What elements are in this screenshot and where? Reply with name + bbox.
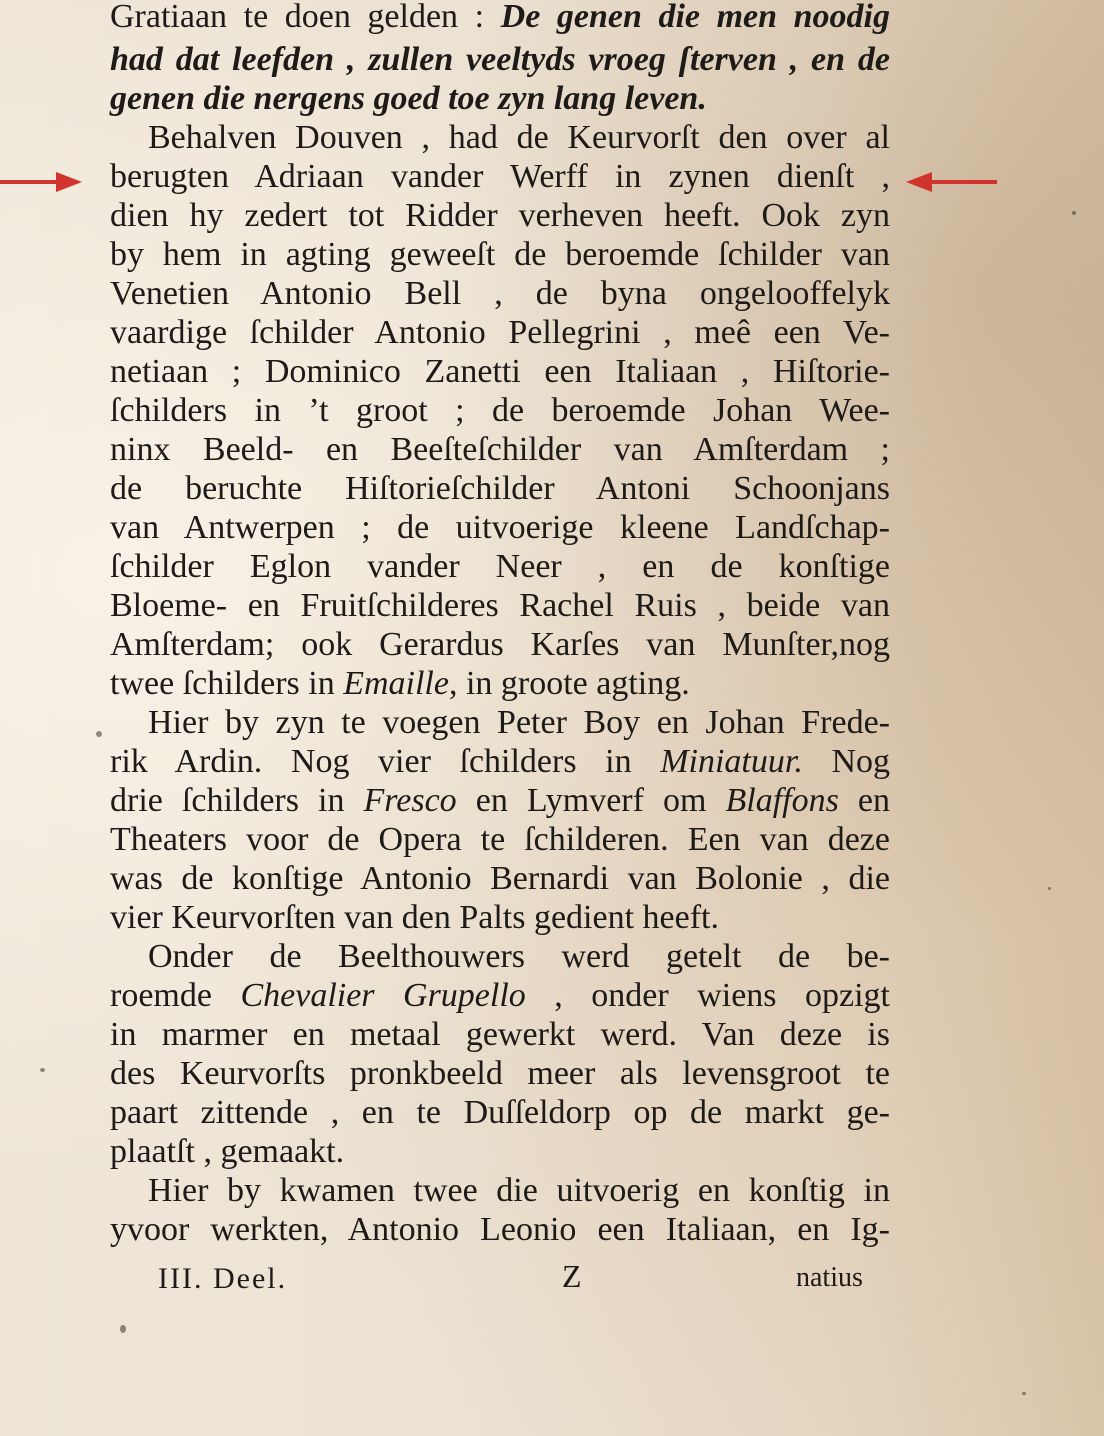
text-line-14: van Antwerpen ; de uitvoerige kleene Landſchap-: [110, 509, 890, 546]
text-line-27: in marmer en metaal gewerkt werd. Van deze is: [110, 1016, 890, 1053]
text-line-18: twee ſchilders in Emaille, in groote agting.: [110, 665, 690, 702]
text-line-17: Amſterdam; ook Gerardus Karſes van Munſter,nog: [110, 626, 890, 663]
text-line-26: roemde Chevalier Grupello , onder wiens opzigt: [110, 977, 891, 1014]
text-line-11: ſchilders in ’t groot ; de beroemde Johan Wee-: [110, 392, 890, 429]
paper-speck: [1072, 211, 1076, 215]
text-line-24: vier Keurvorſten van den Palts gedient heeft.: [110, 899, 719, 936]
paper-speck: [1048, 887, 1051, 890]
text-line-32: yvoor werkten, Antonio Leonio een Italiaan, en Ig-: [110, 1211, 890, 1248]
paper-speck: [96, 731, 102, 737]
catchword: natius: [796, 1262, 863, 1293]
left-marker-arrow: [0, 180, 66, 184]
text-line-16: Bloeme- en Fruitſchilderes Rachel Ruis , beide van: [110, 587, 890, 624]
paper-speck: [1022, 1392, 1026, 1395]
text-line-20: rik Ardin. Nog vier ſchilders in Miniatuur. Nog: [110, 743, 890, 780]
paper-speck: [120, 1325, 126, 1333]
text-line-28: des Keurvorſts pronkbeeld meer als levensgroot te: [110, 1055, 890, 1092]
text-line-1: Gratiaan te doen gelden : De genen die men noodig: [110, 0, 890, 35]
arrowhead-right-icon: [56, 172, 82, 192]
text-line-10: netiaan ; Dominico Zanetti een Italiaan , Hiſtorie-: [110, 353, 890, 390]
volume-footer: III. Deel.: [158, 1262, 288, 1295]
text-line-3: genen die nergens goed toe zyn lang leven.: [110, 80, 707, 117]
text-line-5-marked: berugten Adriaan vander Werff in zynen dienſt ,: [110, 158, 890, 195]
text-line-4: Behalven Douven , had de Keurvorſt den over al: [148, 119, 890, 156]
paper-speck: [40, 1068, 45, 1072]
text-line-2: had dat leefden , zullen veeltyds vroeg ſterven , en de: [110, 41, 890, 78]
text-line-19: Hier by zyn te voegen Peter Boy en Johan Frede-: [148, 704, 890, 741]
text-line-6: dien hy zedert tot Ridder verheven heeft. Ook zyn: [110, 197, 890, 234]
text-line-15: ſchilder Eglon vander Neer , en de konſtige: [110, 548, 890, 585]
text-line-22: Theaters voor de Opera te ſchilderen. Een van deze: [110, 821, 890, 858]
text-line-13: de beruchte Hiſtorieſchilder Antoni Schoonjans: [110, 470, 890, 507]
text-line-23: was de konſtige Antonio Bernardi van Bolonie , die: [110, 860, 890, 897]
text-line-8: Venetien Antonio Bell , de byna ongelooffelyk: [110, 275, 890, 312]
text-line-31: Hier by kwamen twee die uitvoerig en konſtig in: [148, 1172, 890, 1209]
text-line-21: drie ſchilders in Fresco en Lymverf om Blaffons en: [110, 782, 890, 819]
arrowhead-left-icon: [906, 172, 932, 192]
text-line-30: plaatſt , gemaakt.: [110, 1133, 345, 1170]
text-line-29: paart zittende , en te Duſſeldorp op de markt ge-: [110, 1094, 890, 1131]
text-line-25: Onder de Beelthouwers werd getelt de be-: [148, 938, 890, 975]
signature-mark: Z: [562, 1258, 582, 1294]
text-line-12: ninx Beeld- en Beeſteſchilder van Amſterdam ;: [110, 431, 890, 468]
right-marker-arrow: [920, 180, 997, 184]
text-line-9: vaardige ſchilder Antonio Pellegrini , meê een Ve-: [110, 314, 890, 351]
text-line-7: by hem in agting geweeſt de beroemde ſchilder van: [110, 236, 890, 273]
